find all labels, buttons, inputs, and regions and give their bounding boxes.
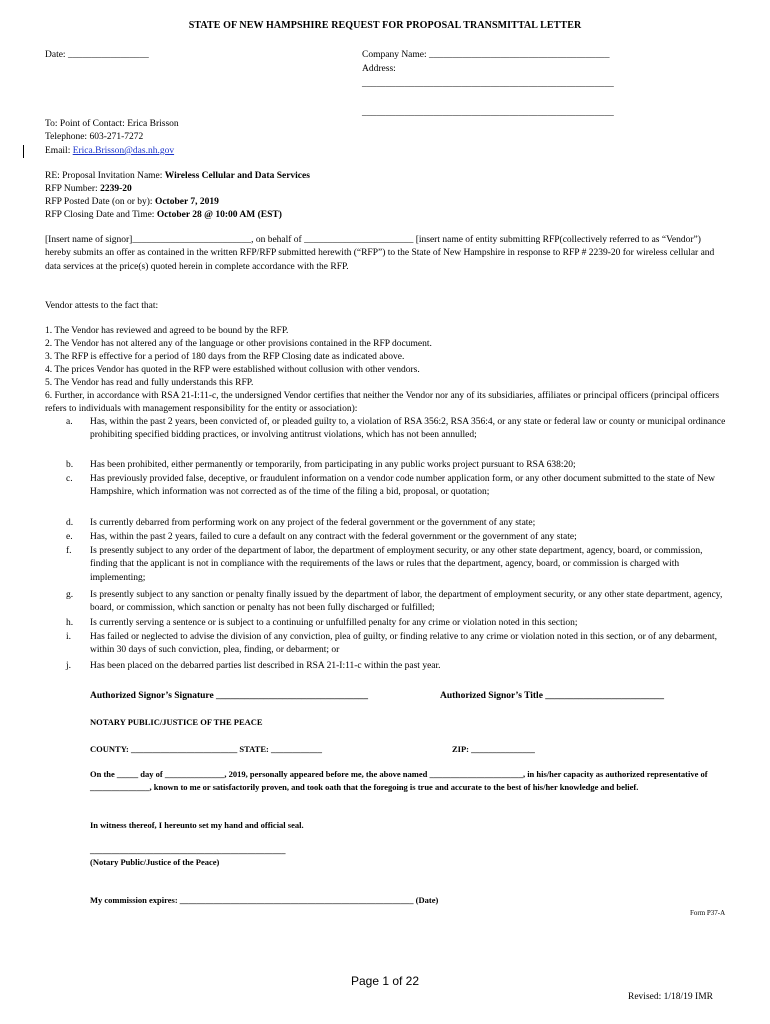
sub-item-text: Has, within the past 2 years, failed to cure a default on any contract with the federal government or the government of any state; bbox=[90, 532, 577, 542]
intro-paragraph: [Insert name of signor]_________________________, on behalf of _______________________ [insert name of entity submitting RFP(collectively referred to as “Vendor”) hereby submits an offer as contained in the written RFP/RFP submitted herewith (“RFP”) to the State of New Hampshire in response to RFP # 2239-20 for wireless cellular and data services at the price(s) quoted herein in complete accordance with the RFP. bbox=[45, 235, 715, 272]
sub-item-label: b. bbox=[66, 460, 74, 470]
commission-expires-field[interactable]: My commission expires: _______________________________________________________ (Date) bbox=[90, 895, 439, 905]
zip-field[interactable]: ZIP: _______________ bbox=[452, 744, 535, 754]
document-title: STATE OF NEW HAMPSHIRE REQUEST FOR PROPOSAL TRANSMITTAL LETTER bbox=[188, 20, 582, 31]
text-cursor bbox=[23, 145, 24, 158]
date-field[interactable]: Date: _________________ bbox=[45, 50, 149, 60]
re-invitation-label: RE: Proposal Invitation Name: bbox=[45, 171, 165, 181]
sub-item-text: Is currently debarred from performing work on any project of the federal government or the government of any state; bbox=[90, 518, 536, 528]
rfp-posted-date bbox=[45, 196, 219, 209]
numbered-item-3: 3. The RFP is effective for a period of 180 days from the RFP Closing date as indicated above. bbox=[45, 352, 405, 362]
numbered-item-4: 4. The prices Vendor has quoted in the RFP were established without collusion with other vendors. bbox=[45, 365, 420, 375]
notary-signature-field[interactable]: ______________________________________________ bbox=[90, 845, 286, 855]
revised-date: Revised: 1/18/19 IMR bbox=[628, 992, 713, 1002]
sub-item-label: g. bbox=[66, 590, 74, 600]
page-number: Page 1 of 22 bbox=[350, 974, 420, 988]
sub-item-text: Has previously provided false, deceptive, or fraudulent information on a vendor code number application form, or any other document submitted to the state of New Hampshire, which information was not corrected as of the time of the filing a bid, proposal, or quotation; bbox=[90, 474, 715, 498]
rfp-closing-date bbox=[45, 209, 282, 222]
numbered-item-6: 6. Further, in accordance with RSA 21-I:11-c, the undersigned Vendor certifies that neither the Vendor nor any of its subsidiaries, affiliates or principal officers (principal officers refers to individuals with management responsibility for the entity or association): bbox=[45, 391, 720, 415]
address-label: Address: bbox=[362, 64, 396, 74]
attests-line: Vendor attests to the fact that: bbox=[45, 301, 159, 311]
rfp-number-value: 2239-20 bbox=[100, 184, 132, 194]
notary-signature-caption: (Notary Public/Justice of the Peace) bbox=[90, 857, 220, 867]
notary-heading: NOTARY PUBLIC/JUSTICE OF THE PEACE bbox=[90, 717, 263, 727]
rfp-number-label: RFP Number: bbox=[45, 184, 101, 194]
signor-signature-field[interactable]: Authorized Signor’s Signature ________________________________ bbox=[90, 691, 369, 701]
numbered-item-5: 5. The Vendor has read and fully understands this RFP. bbox=[45, 378, 254, 388]
sub-item-label: f. bbox=[66, 546, 72, 556]
rfp-closing-label: RFP Closing Date and Time: bbox=[45, 210, 157, 220]
sub-item-text: Is currently serving a sentence or is subject to a continuing or unfulfilled penalty for any crime or violation noted in this section; bbox=[90, 618, 578, 628]
sub-item-text: Has been prohibited, either permanently or temporarily, from participating in any public works project pursuant to RSA 638:20; bbox=[90, 460, 576, 470]
rfp-number bbox=[45, 183, 132, 196]
sub-item-text: Is presently subject to any sanction or penalty finally issued by the department of labor, the department of employment security, or any other state department, agency, board, or commission, which sanction or penalty has not been fully discharged or fulfilled; bbox=[90, 590, 723, 614]
email-label: Email: bbox=[45, 146, 73, 156]
sub-item-text: Has been placed on the debarred parties list described in RSA 21-I:11-c within the past year. bbox=[90, 661, 441, 671]
notary-paragraph: On the _____ day of ______________, 2019, personally appeared before me, the above named ______________________, in his/her capacity as authorized representative of ______________, known to me or satisfactorily proven, and took oath that the foregoing is true and accurate to the best of his/her knowledge and belief. bbox=[90, 769, 708, 792]
signor-title-field[interactable]: Authorized Signor’s Title _________________________ bbox=[440, 691, 665, 701]
county-state-field[interactable]: COUNTY: _________________________ STATE: ____________ bbox=[90, 744, 322, 754]
re-invitation-value: Wireless Cellular and Data Services bbox=[164, 171, 310, 181]
address-line-1[interactable]: _____________________________________________________ bbox=[362, 79, 614, 89]
sub-item-label: i. bbox=[66, 632, 72, 642]
telephone: Telephone: 603-271-7272 bbox=[45, 132, 144, 142]
email-link[interactable]: Erica.Brisson@das.nh.gov bbox=[72, 146, 175, 156]
sub-item-text: Is presently subject to any order of the department of labor, the department of employment security, or any other state department, agency, board, or commission, finding that the applicant is not in compliance with the requirements of the laws or rules that the department, agency, board, or commission is charged with implementing; bbox=[90, 546, 703, 583]
rfp-closing-value: October 28 @ 10:00 AM (EST) bbox=[156, 210, 282, 220]
email-line bbox=[45, 145, 174, 158]
sub-item-label: h. bbox=[66, 618, 74, 628]
witness-line: In witness thereof, I hereunto set my hand and official seal. bbox=[90, 820, 304, 830]
sub-item-label: c. bbox=[66, 474, 73, 484]
company-name-field[interactable]: Company Name: ______________________________________ bbox=[362, 50, 610, 60]
point-of-contact: To: Point of Contact: Erica Brisson bbox=[45, 119, 179, 129]
address-line-2[interactable]: _____________________________________________________ bbox=[362, 108, 614, 118]
sub-item-text: Has failed or neglected to advise the division of any conviction, plea of guilty, or finding relative to any crime or violation noted in this section, or of any debarment, within 30 days of such conviction, plea, finding, or debarment; or bbox=[90, 632, 718, 656]
rfp-posted-label: RFP Posted Date (on or by): bbox=[45, 197, 155, 207]
form-id: Form P37-A bbox=[690, 909, 726, 917]
sub-item-label: a. bbox=[66, 417, 73, 427]
numbered-item-2: 2. The Vendor has not altered any of the language or other provisions contained in the RFP document. bbox=[45, 339, 432, 349]
sub-item-label: d. bbox=[66, 518, 74, 528]
sub-item-text: Has, within the past 2 years, been convicted of, or pleaded guilty to, a violation of RSA 356:2, RSA 356:4, or any state or federal law or county or municipal ordinance prohibiting specified bidding practices, or involving antitrust violations, which has not been annulled; bbox=[90, 417, 726, 441]
sub-item-label: e. bbox=[66, 532, 73, 542]
rfp-posted-value: October 7, 2019 bbox=[154, 197, 219, 207]
numbered-item-1: 1. The Vendor has reviewed and agreed to be bound by the RFP. bbox=[45, 326, 289, 336]
sub-item-label: j. bbox=[66, 661, 72, 671]
re-invitation bbox=[45, 170, 310, 183]
